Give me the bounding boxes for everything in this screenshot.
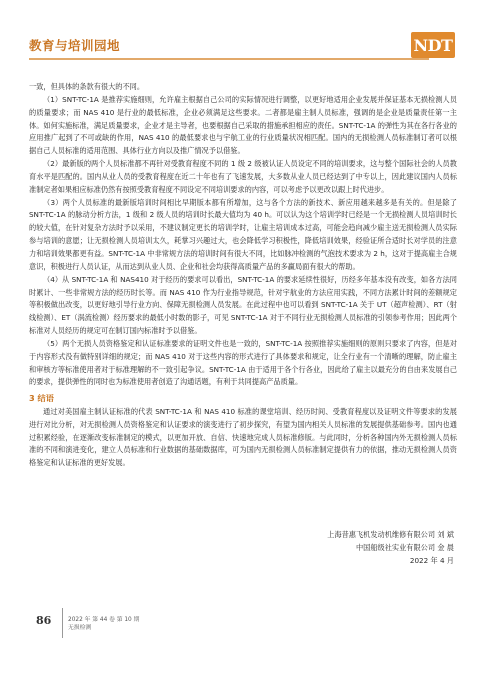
journal-issue: 2022 年 第 44 卷 第 10 期: [68, 617, 140, 623]
paragraph-point-2: （2）最新版的两个人员标准都不再针对受教育程度不同的 1 级 2 级被认证人员设定不同的培训要求，这与整个国际社会的人员教育水平是匹配的。国内从业人员的受教育程度在近二十年也有了飞速发展，大多数从业人员已经达到了中专以上，因此建议国内人员标准制定者如果相应标准仍然有按照受教育程度不同设定不同培训要求的内容，可以考虑予以更改以跟上时代进步。: [29, 159, 457, 194]
conclusion-paragraph: 通过对美国雇主制认证标准的代表 SNT-TC-1A 和 NAS 410 标准的课堂培训、经历时间、受教育程度以及证明文件等要求的发展进行对比分析，对无损检测人员资格鉴定和认证要求的演变进行了初步探究，有望为国内相关人员标准的发展提供基础参考。国内也通过积累经验，在逐渐改变标准制定的模式，以更加开放、自信、快速地完成人员标准修版。与此同时，分析各种国内外无损检测人员标准的不同和演进变化，建立人员标准和行业数据的基础数据库，可为国内无损检测人员标准制定提供有力的依据，推动无损检测人员资格鉴定和认证标准的更好发展。: [29, 406, 457, 468]
paragraph-point-3: （3）两个人员标准的最新版培训时间相比早期版本都有所增加，这与各个方法的新技术、新应用越来越多是有关的。但是除了 SNT-TC-1A 的脉动分析方法，1 级和 2 级人员的培训时长最大值均为 40 h。可以认为这个培训学时已经是一个无损检测人员培训时长的较大值，在针对复杂方法时予以采用，不建议制定更长的培训学时，让雇主培训成本过高，可能会趋向减少雇主送无损检测人员实际参与培训的意愿；让无损检测人员培训太久，耗掌习兴趣过大，也会降低学习积极性，降低培训效果，经验证所合适时长对学员的注意力和培训效果都更有益。SNT-TC-1A 中非常规方法的培训时间有很大不同，比如脉冲检测的气泡技术要求为 2 h，这对于提高雇主合规意识，积极进行人员认证，从而达到从业人员、企业和社会均获得高质量产品的多赢局面有很大的帮助。: [29, 197, 457, 271]
conclusion-heading: 3 结语: [29, 393, 54, 404]
header-divider: [29, 58, 429, 60]
author-line-2: 中国船级社实业有限公司 金 晨: [355, 543, 454, 552]
paragraph-intro: 一致，但具体的条款有很大的不同。: [29, 82, 145, 91]
page-number: 86: [36, 614, 52, 627]
article-date: 2022 年 4 月: [409, 556, 454, 565]
section-header-title: 教育与培训园地: [29, 38, 121, 53]
journal-info: [68, 616, 139, 632]
footer-divider: [62, 608, 63, 638]
paragraph-point-1: （1）SNT-TC-1A 是推荐实施细则，允许雇主根据自己公司的实际情况进行调整，以更好地适用企业发展并保证基本无损检测人员的质量要求；而 NAS 410 是行业的最低标准，企业必须满足这些要求。二者都是雇主制人员标准，强调的是企业是质量责任第一主体。如何实施标准，满足质量要求，企业才是主导者，也要根据自己采取的措施承担相应的责任。SNT-TC-1A 的弹性为其在各行各业的应用推广起到了不可或缺的作用，NAS 410 的最低要求也与宇航工业的行业质量状况相匹配。国内的无损检测人员标准制订者可以根据自己人员标准的适用范围、具体行业方向以及推广情况予以借鉴。: [29, 94, 457, 156]
article-body: [29, 81, 457, 470]
paragraph-point-4: （4）从 SNT-TC-1A 和 NAS410 对于经历的要求可以看出，SNT-TC-1A 的要求延续性很好，历经多年基本没有改变，如各方法同时累计、一些非常规方法的经历时长等。而 NAS 410 作为行业指导规范，针对宇航业的方法应用实践，不同方法累计时间的差额规定等积极做出改变，以更好地引导行业方向、保障无损检测人员发展。在此过程中也可以看到 SNT-TC-1A 关于 UT（超声检测）、RT（射线检测）、ET（涡流检测）经历要求的最低小时数的影子，可见 SNT-TC-1A 对于不同行业无损检测人员标准的引领参考作用；因此两个标准对人员经历的规定可在制订国内标准时予以借鉴。: [29, 274, 457, 336]
paragraph-point-5: （5）两个无损人员资格鉴定和认证标准要求的证明文件也是一致的，SNT-TC-1A 按照推荐实施细则的原则只要求了内容，但是对于内容形式没有做特别详细的规定；而 NAS 410 对于这些内容的形式进行了具体要求和规定，让全行业有一个清晰的理解，防止雇主和审核方等标准使用者对于标准理解的不一致引起争议。SNT-TC-1A 由于适用于各个行各业，因此给了雇主以最充分的自由来发展自己的要求，提供弹性的同时也为标准使用者创造了沟通话题，有利于共同提高产品质量。: [29, 338, 457, 387]
ndt-logo: [411, 32, 455, 58]
journal-name: 无损检测: [68, 625, 92, 631]
author-line-1: 上海昔惠飞机发动机维修有限公司 刘 斌: [327, 530, 454, 539]
ndt-logo-text: NDT: [413, 35, 453, 55]
